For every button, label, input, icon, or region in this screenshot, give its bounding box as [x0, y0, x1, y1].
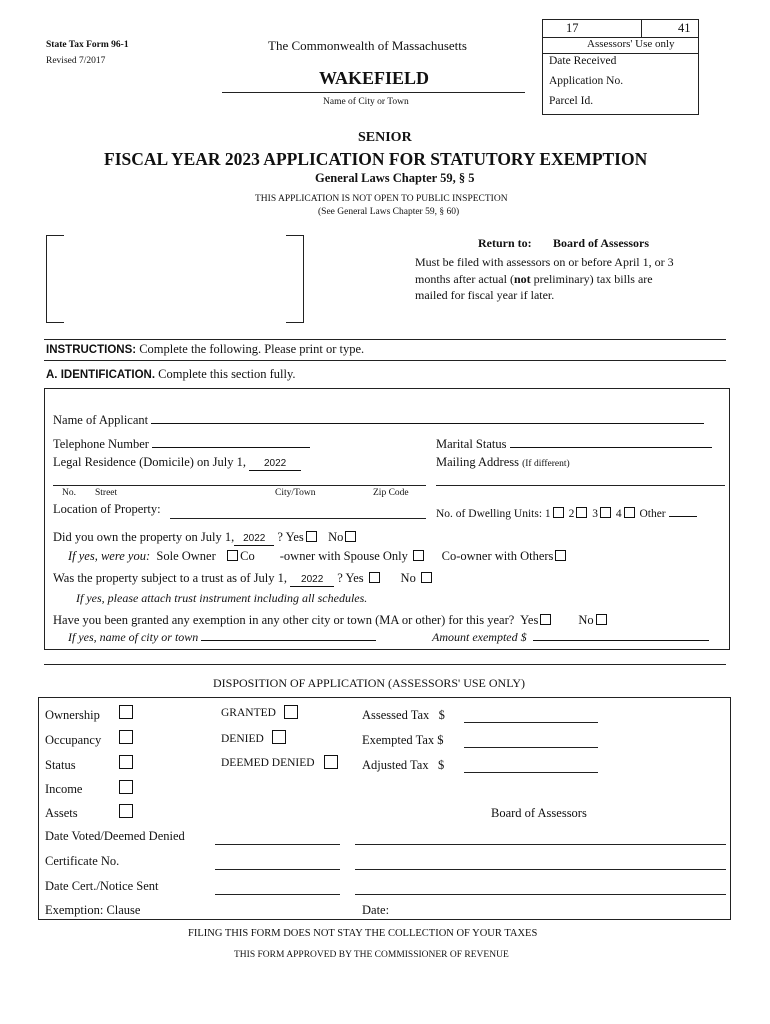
exempted-tax-label: Exempted Tax $	[362, 733, 444, 747]
assets-checkbox[interactable]	[119, 804, 133, 818]
date-voted-line[interactable]	[215, 844, 340, 845]
ownership-type-row: If yes, were you: Sole Owner Co -owner with Spouse Only Co-owner with Others	[68, 549, 568, 564]
date-cert-label: Date Cert./Notice Sent	[45, 879, 159, 893]
assessor-signature-line[interactable]	[355, 844, 726, 845]
filing-deadline-line: Must be filed with assessors on or before April 1, or 3	[415, 255, 674, 269]
dwelling-2-checkbox[interactable]	[576, 507, 587, 518]
assessor-signature-line[interactable]	[355, 869, 726, 870]
city-name: WAKEFIELD	[319, 68, 430, 88]
assessor-box-rule	[542, 53, 699, 54]
assessor-signature-line[interactable]	[355, 894, 726, 895]
deemed-denied-label: DEEMED DENIED	[221, 757, 315, 769]
certificate-no-line[interactable]	[215, 869, 340, 870]
ownership-checkbox[interactable]	[119, 705, 133, 719]
trust-row: Was the property subject to a trust as of July 1, 2022 ? Yes No	[53, 571, 434, 587]
location-line[interactable]	[170, 518, 426, 519]
addr-no-caption: No.	[62, 488, 76, 498]
instructions-rule	[44, 339, 726, 340]
marital-status-row[interactable]: Marital Status	[436, 436, 712, 452]
denied-label: DENIED	[221, 733, 264, 745]
dwelling-3-checkbox[interactable]	[600, 507, 611, 518]
dwelling-units-row: No. of Dwelling Units: 1 2 3 4 Other	[436, 505, 697, 520]
status-checkbox[interactable]	[119, 755, 133, 769]
certificate-no-label: Certificate No.	[45, 854, 120, 868]
parcel-id-label: Parcel Id.	[549, 95, 594, 107]
chapter-reference: General Laws Chapter 59, § 5	[315, 171, 475, 185]
dwelling-1-checkbox[interactable]	[553, 507, 564, 518]
public-inspection-notice: THIS APPLICATION IS NOT OPEN TO PUBLIC INSPECTION	[255, 194, 508, 204]
return-to-board: Board of Assessors	[553, 236, 650, 250]
application-no-label: Application No.	[549, 75, 624, 87]
other-city-field[interactable]	[201, 631, 376, 641]
date-received-label: Date Received	[549, 55, 617, 67]
form-title: FISCAL YEAR 2023 APPLICATION FOR STATUTORY EXEMPTION	[104, 149, 648, 169]
trust-yes-checkbox[interactable]	[369, 572, 380, 583]
co-owner-spouse-checkbox[interactable]	[413, 550, 424, 561]
residence-address-line[interactable]	[53, 485, 426, 486]
assessor-box-divider	[641, 19, 642, 37]
assessor-num-right: 41	[678, 21, 691, 35]
income-label: Income	[45, 782, 83, 796]
other-exemption-yes-checkbox[interactable]	[540, 614, 551, 625]
address-window-corner	[286, 235, 304, 245]
filing-deadline-line: months after actual (not preliminary) tax bills are	[415, 272, 653, 286]
applicant-name-row[interactable]: Name of Applicant	[53, 412, 704, 428]
dwelling-other-field[interactable]	[669, 505, 697, 517]
assessor-num-left: 17	[566, 21, 579, 35]
occupancy-label: Occupancy	[45, 733, 102, 747]
amount-exempted-row: Amount exempted $	[432, 630, 709, 645]
granted-label: GRANTED	[221, 707, 276, 719]
assessors-use-only: Assessors' Use only	[587, 38, 675, 50]
address-window-side	[303, 245, 304, 323]
status-label: Status	[45, 758, 76, 772]
address-window-corner	[46, 313, 64, 323]
sole-owner-checkbox[interactable]	[227, 550, 238, 561]
exempted-tax-line[interactable]	[464, 747, 598, 748]
date-voted-label: Date Voted/Deemed Denied	[45, 829, 185, 843]
senior-label: SENIOR	[358, 130, 412, 145]
ownership-label: Ownership	[45, 708, 100, 722]
section-a-heading: A. IDENTIFICATION. Complete this section fully.	[46, 367, 296, 381]
form-id: State Tax Form 96-1	[46, 40, 129, 50]
city-underline	[222, 92, 525, 93]
disposition-title: DISPOSITION OF APPLICATION (ASSESSORS' USE ONLY)	[213, 676, 526, 690]
dwelling-4-checkbox[interactable]	[624, 507, 635, 518]
footer-approval: THIS FORM APPROVED BY THE COMMISSIONER OF REVENUE	[234, 950, 509, 960]
location-label: Location of Property:	[53, 502, 161, 516]
addr-street-caption: Street	[95, 488, 118, 498]
address-window-side	[46, 245, 47, 323]
income-checkbox[interactable]	[119, 780, 133, 794]
own-no-checkbox[interactable]	[345, 531, 356, 542]
filing-deadline-line: mailed for fiscal year if later.	[415, 288, 555, 302]
addr-city-caption: City/Town	[275, 488, 316, 498]
exemption-clause-label: Exemption: Clause	[45, 903, 141, 917]
assets-label: Assets	[45, 806, 78, 820]
notice-reference: (See General Laws Chapter 59, § 60)	[318, 207, 460, 217]
deemed-denied-checkbox[interactable]	[324, 755, 338, 769]
adjusted-tax-line[interactable]	[464, 772, 598, 773]
mailing-address-line[interactable]	[436, 485, 725, 486]
amount-exempted-field[interactable]	[533, 631, 709, 641]
own-property-row: Did you own the property on July 1, 2022 ? Yes No	[53, 530, 358, 546]
footer-notice: FILING THIS FORM DOES NOT STAY THE COLLECTION OF YOUR TAXES	[188, 928, 538, 939]
other-exemption-no-checkbox[interactable]	[596, 614, 607, 625]
return-to-label: Return to:	[478, 236, 532, 250]
addr-zip-caption: Zip Code	[373, 488, 409, 498]
mailing-address-row[interactable]: Mailing Address (If different)	[436, 455, 570, 469]
trust-no-checkbox[interactable]	[421, 572, 432, 583]
legal-residence-row[interactable]: Legal Residence (Domicile) on July 1, 2022	[53, 455, 301, 471]
assessed-tax-line[interactable]	[464, 722, 598, 723]
instructions: INSTRUCTIONS: Complete the following. Please print or type.	[46, 342, 365, 356]
denied-checkbox[interactable]	[272, 730, 286, 744]
disposition-rule	[44, 664, 726, 665]
trust-note: If yes, please attach trust instrument including all schedules.	[76, 591, 368, 605]
date-cert-line[interactable]	[215, 894, 340, 895]
telephone-row[interactable]: Telephone Number	[53, 436, 310, 452]
board-of-assessors-label: Board of Assessors	[491, 806, 587, 820]
commonwealth-heading: The Commonwealth of Massachusetts	[268, 38, 467, 53]
revised-date: Revised 7/2017	[46, 56, 106, 66]
date-label: Date:	[362, 903, 390, 917]
other-exemption-row: Have you been granted any exemption in any other city or town (MA or other) for this year? Yes No	[53, 613, 609, 628]
co-owner-others-checkbox[interactable]	[555, 550, 566, 561]
other-city-row: If yes, name of city or town	[68, 630, 376, 645]
occupancy-checkbox[interactable]	[119, 730, 133, 744]
own-yes-checkbox[interactable]	[306, 531, 317, 542]
adjusted-tax-label: Adjusted Tax $	[362, 758, 445, 772]
address-window-corner	[46, 235, 64, 245]
granted-checkbox[interactable]	[284, 705, 298, 719]
assessed-tax-label: Assessed Tax $	[362, 708, 445, 722]
instructions-rule	[44, 360, 726, 361]
address-window-corner	[286, 313, 304, 323]
city-caption: Name of City or Town	[323, 97, 409, 107]
